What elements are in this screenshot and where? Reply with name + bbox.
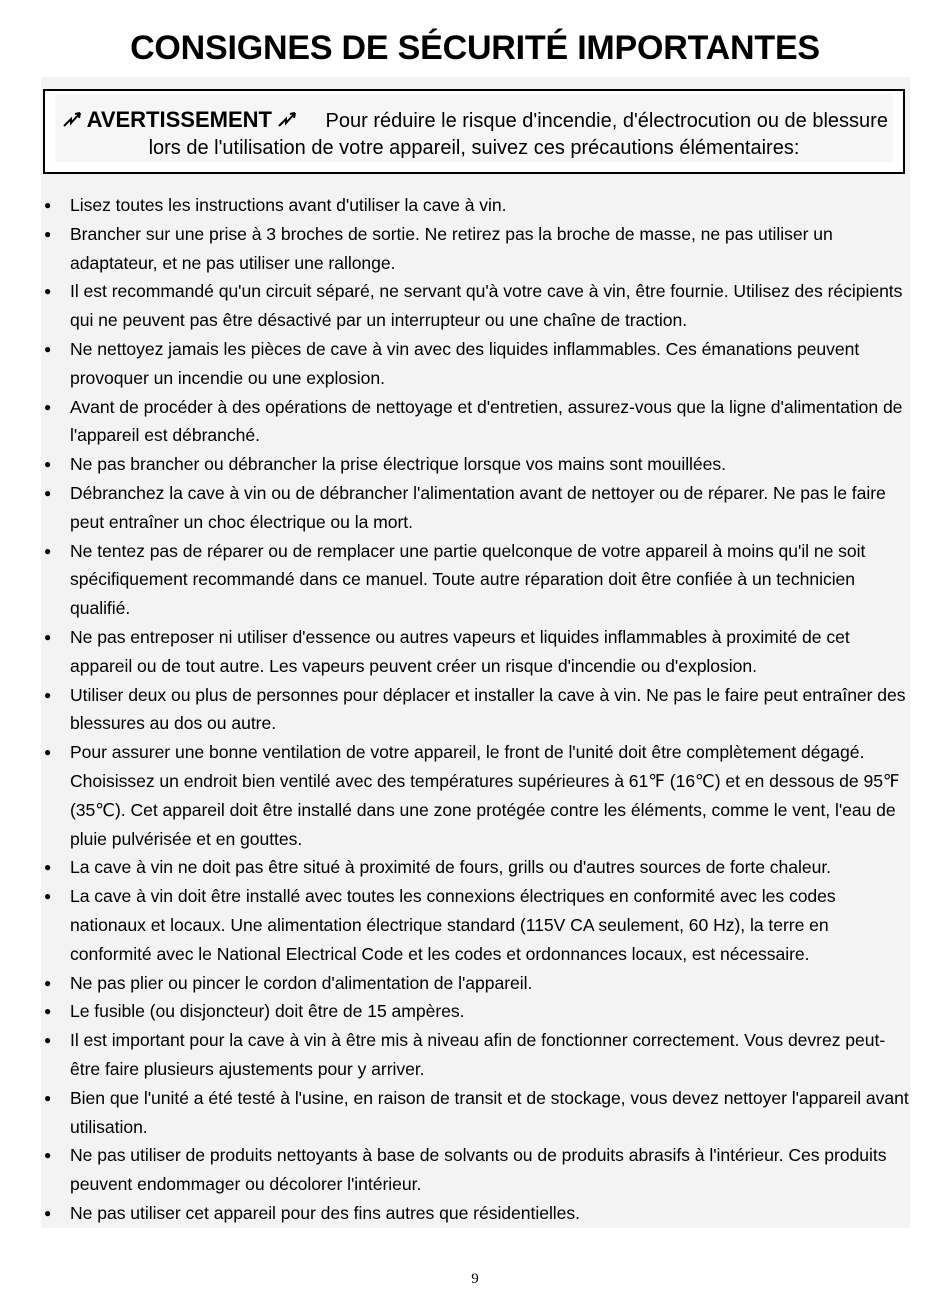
bullet-icon: ● <box>44 457 52 472</box>
list-item <box>41 220 910 278</box>
bullet-icon: ● <box>44 1004 52 1019</box>
list-item <box>41 738 910 853</box>
list-item-text: Le fusible (ou disjoncteur) doit être de 15 ampères. <box>70 1001 465 1022</box>
bullet-icon: ● <box>44 687 52 702</box>
list-item <box>41 853 910 882</box>
list-item <box>41 1199 910 1228</box>
list-item <box>41 623 910 681</box>
bullet-icon: ● <box>44 889 52 904</box>
bullet-icon: ● <box>44 745 52 760</box>
bullet-icon: ● <box>44 198 52 212</box>
list-item-text: Ne pas plier ou pincer le cordon d'alimentation de l'appareil. <box>70 972 533 993</box>
warning-box <box>43 89 905 174</box>
warning-line-1 <box>63 107 895 134</box>
list-item <box>41 537 910 623</box>
list-item-text: Il est recommandé qu'un circuit séparé, ne servant qu'à votre cave à vin, être fournie. Utilisez des récipients qui ne peuvent pas être désactivé par un interrupteur ou une chaîne de traction. <box>70 281 903 331</box>
warning-label: AVERTISSEMENT <box>86 107 272 132</box>
list-item-text: Ne nettoyez jamais les pièces de cave à vin avec des liquides inflammables. Ces émanations peuvent provoquer un incendie ou une explosion. <box>70 338 860 388</box>
list-item <box>41 277 910 335</box>
list-item <box>41 191 910 220</box>
page-number: 9 <box>471 1271 479 1287</box>
list-item-text: Avant de procéder à des opérations de nettoyage et d'entretien, assurez-vous que la ligne d'alimentation de l'appareil est débranché. <box>70 396 903 446</box>
bullet-icon: ● <box>44 485 52 500</box>
list-item <box>41 450 910 479</box>
bullet-icon: ● <box>44 1205 52 1220</box>
list-item-text: Ne pas utiliser cet appareil pour des fins autres que résidentielles. <box>70 1202 580 1223</box>
bullet-icon: ● <box>44 1033 52 1048</box>
list-item <box>41 393 910 451</box>
list-item-text: Ne pas utiliser de produits nettoyants à base de solvants ou de produits abrasifs à l'intérieur. Ces produits peuvent endommager ou décolorer l'intérieur. <box>70 1145 887 1195</box>
list-item-text: Utiliser deux ou plus de personnes pour déplacer et installer la cave à vin. Ne pas le faire peut entraîner des blessures au dos ou autre. <box>70 684 906 734</box>
list-item <box>41 969 910 998</box>
list-item-text: La cave à vin doit être installé avec toutes les connexions électriques en conformité avec les codes nationaux et locaux. Une alimentation électrique standard (115V CA seulement, 60 Hz), la terre en conformité avec le National Electrical Code et les codes et ordonnances locaux, est nécessaire. <box>70 886 836 964</box>
list-item-text: Bien que l'unité a été testé à l'usine, en raison de transit et de stockage, vous devez nettoyer l'appareil avant utilisation. <box>70 1087 909 1137</box>
list-item-text: Il est important pour la cave à vin à être mis à niveau afin de fonctionner correctement. Vous devrez peut-être faire plusieurs ajustements pour y arriver. <box>70 1030 886 1079</box>
list-item <box>41 997 910 1026</box>
bullet-icon: ● <box>44 543 52 558</box>
list-item <box>41 479 910 537</box>
warning-text-line-1: Pour réduire le risque d'incendie, d'électrocution ou de blessure <box>325 110 888 132</box>
bullet-icon: ● <box>44 1090 52 1105</box>
list-item-text: Brancher sur une prise à 3 broches de sortie. Ne retirez pas la broche de masse, ne pas utiliser un adaptateur, et ne pas utiliser une rallonge. <box>70 223 833 273</box>
bullet-icon: ● <box>44 975 52 990</box>
bullet-icon: ● <box>44 284 52 299</box>
lightning-bolt-icon <box>278 110 296 128</box>
list-item-text: Débranchez la cave à vin ou de débrancher l'alimentation avant de nettoyer ou de réparer. Ne pas le faire peut entraîner un choc électrique ou la mort. <box>70 482 886 532</box>
list-item-text: Lisez toutes les instructions avant d'utiliser la cave à vin. <box>70 195 507 215</box>
bullet-icon: ● <box>44 226 52 241</box>
list-item-text: La cave à vin ne doit pas être situé à proximité de fours, grills ou d'autres sources de forte chaleur. <box>70 857 832 878</box>
warning-text-line-2: lors de l'utilisation de votre appareil, suivez ces précautions élémentaires: <box>148 137 800 159</box>
list-item-text: Ne tentez pas de réparer ou de remplacer une partie quelconque de votre appareil à moins qu'il ne soit spécifiquement recommandé dans ce manuel. Toute autre réparation doit être confiée à un technicien qualifié. <box>70 540 866 619</box>
bullet-icon: ● <box>44 629 52 644</box>
bullet-icon: ● <box>44 860 52 875</box>
list-item <box>41 882 910 968</box>
bullet-icon: ● <box>44 1148 52 1163</box>
safety-instructions-list <box>41 191 910 1228</box>
list-item-text: Ne pas brancher ou débrancher la prise électrique lorsque vos mains sont mouillées. <box>70 454 726 475</box>
list-item <box>41 1026 910 1084</box>
page-title: CONSIGNES DE SÉCURITÉ IMPORTANTES <box>130 29 820 67</box>
bullet-icon: ● <box>44 399 52 414</box>
list-item <box>41 335 910 393</box>
list-item-text: Pour assurer une bonne ventilation de votre appareil, le front de l'unité doit être complètement dégagé. Choisissez un endroit bien ventilé avec des températures supérieures à 61℉ (16℃) et en dessous de 95℉ (35℃). Cet appareil doit être installé dans une zone protégée contre les éléments, comme le vent, l'eau de pluie pulvérisée et en gouttes. <box>70 742 900 849</box>
list-item-text: Ne pas entreposer ni utiliser d'essence ou autres vapeurs et liquides inflammables à proximité de cet appareil ou de tout autre. Les vapeurs peuvent créer un risque d'incendie ou d'explosion. <box>70 626 850 676</box>
list-item <box>41 1084 910 1142</box>
lightning-bolt-icon <box>63 110 81 128</box>
list-item <box>41 681 910 739</box>
list-item <box>41 1141 910 1199</box>
bullet-icon: ● <box>44 341 52 356</box>
